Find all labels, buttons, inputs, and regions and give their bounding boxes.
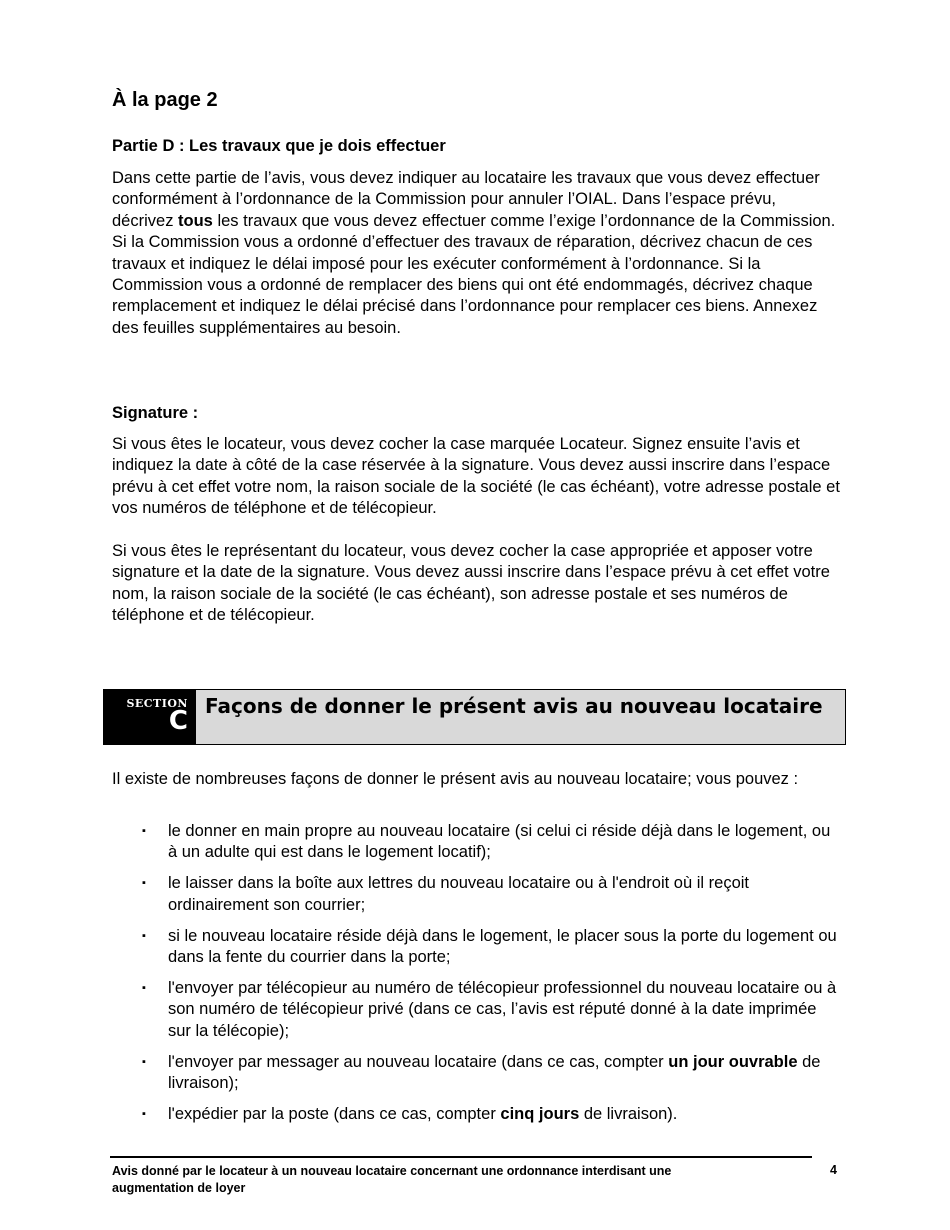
list-item-text: si le nouveau locataire réside déjà dans le logement, le placer sous la porte du logement ou dans la fente du courrier dans la porte;	[168, 926, 837, 967]
list-item	[140, 978, 840, 1042]
signature-paragraph-2: Si vous êtes le représentant du locateur, vous devez cocher la case appropriée et apposer votre signature et la date de la signature. Vous devez aussi inscrire dans l’espace prévu à cet effet votre nom, la raison sociale de la société (le cas échéant), son adresse postale et ses numéros de téléphone et de télécopieur.	[112, 542, 830, 625]
bullet-marker: ▪	[142, 877, 146, 890]
signature-heading: Signature :	[112, 404, 199, 422]
signature-paragraph-1: Si vous êtes le locateur, vous devez cocher la case marquée Locateur. Signez ensuite l’avis et indiquez la date à côté de la case réservée à la signature. Vous devez aussi inscrire dans l’espace prévu à cet effet votre nom, la raison sociale de la société (le cas échéant), votre adresse postale et vos numéros de téléphone et de télécopieur.	[112, 435, 840, 518]
part-d-emphasis: tous	[178, 211, 213, 230]
list-item-text: l'expédier par la poste (dans ce cas, compter	[168, 1104, 501, 1123]
list-item	[140, 1052, 840, 1095]
section-word: SECTION	[126, 697, 188, 710]
bullet-marker: ▪	[142, 825, 146, 837]
list-item-text: l'envoyer par messager au nouveau locataire (dans ce cas, compter	[168, 1052, 669, 1071]
list-item	[140, 1104, 840, 1125]
list-item	[140, 821, 840, 864]
section-letter: C	[168, 706, 188, 736]
list-item-text: le laisser dans la boîte aux lettres du nouveau locataire ou à l'endroit où il reçoit ordinairement son courrier;	[168, 874, 749, 914]
section-c-title: Façons de donner le présent avis au nouveau locataire	[205, 694, 823, 718]
list-item-emphasis: un jour ouvrable	[668, 1052, 798, 1071]
page-number: 4	[830, 1163, 837, 1177]
list-item	[140, 926, 840, 969]
list-item-text: l'envoyer par télécopieur au numéro de télécopieur professionnel du nouveau locataire ou à son numéro de télécopieur privé (dans ce cas, l’avis est réputé donné à la date imprimée sur la télécopie);	[168, 978, 837, 1040]
part-d-paragraph	[112, 168, 842, 339]
list-item-text-end: de livraison).	[579, 1104, 678, 1123]
part-d-text-2: les travaux que vous devez effectuer comme l’exige l’ordonnance de la Commission. Si la Commission vous a ordonné d’effectuer des travaux de réparation, décrivez chacun de ces travaux et indiquez le délai imposé pour les exécuter conformément à l’ordonnance. Si la Commission vous a ordonné de remplacer des biens qui ont été endommagés, décrivez chaque remplacement et indiquez le délai précisé dans l’ordonnance pour remplacer ces biens. Annexez des feuilles supplémentaires au besoin.	[112, 211, 836, 337]
list-item-text-end: de livraison);	[168, 1052, 821, 1093]
bullet-marker: ▪	[142, 981, 146, 994]
bullet-marker: ▪	[142, 1107, 146, 1120]
part-d-heading: Partie D : Les travaux que je dois effectuer	[112, 137, 446, 155]
section-c-intro: Il existe de nombreuses façons de donner le présent avis au nouveau locataire; vous pouvez :	[112, 770, 799, 788]
footer-divider	[110, 1156, 812, 1158]
bullet-marker: ▪	[142, 929, 146, 942]
bullet-marker: ▪	[142, 1055, 146, 1068]
part-d-text-1: Dans cette partie de l’avis, vous devez indiquer au locataire les travaux que vous devez effectuer conformément à l’ordonnance de la Commission pour annuler l’OIAL. Dans l’espace prévu, décrivez	[112, 169, 820, 230]
list-item-text: le donner en main propre au nouveau locataire (si celui ci réside déjà dans le logement, ou à un adulte qui est dans le logement locatif);	[168, 822, 831, 862]
footer-title: Avis donné par le locateur à un nouveau locataire concernant une ordonnance interdisant une augmentation de loyer	[112, 1164, 672, 1195]
section-label	[104, 690, 196, 744]
section-c-banner	[103, 689, 846, 745]
delivery-methods-list	[140, 821, 840, 1135]
list-item	[140, 873, 840, 916]
list-item-emphasis: cinq jours	[500, 1104, 580, 1123]
page-heading: À la page 2	[112, 89, 218, 111]
